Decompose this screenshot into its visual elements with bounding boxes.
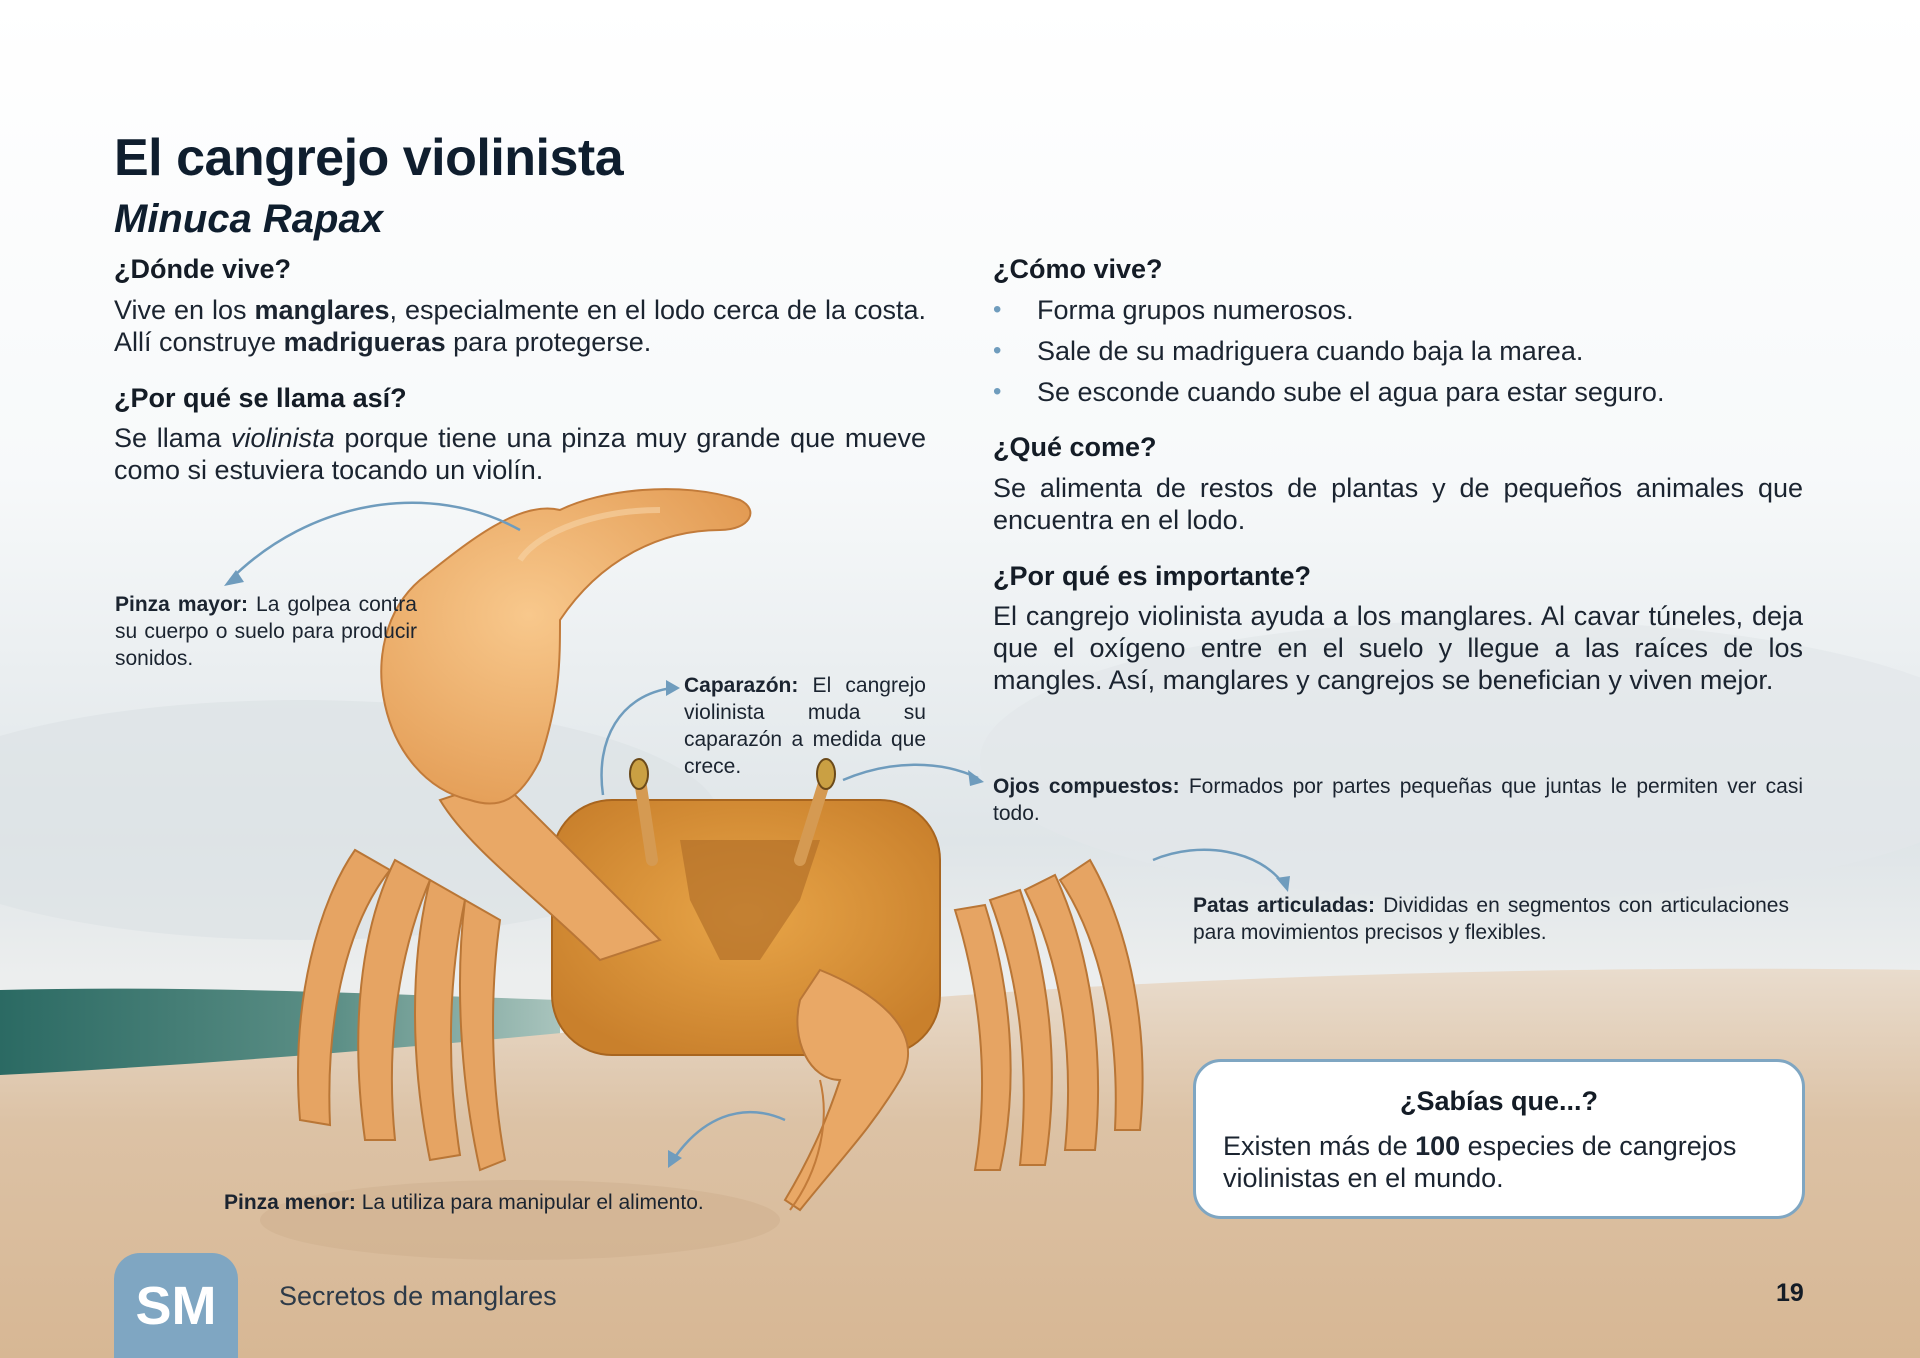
- scientific-name: Minuca Rapax: [114, 197, 383, 241]
- footer-book-title: Secretos de manglares: [279, 1281, 557, 1311]
- list-como-vive: [993, 294, 1803, 417]
- label-patas-articuladas: Patas articuladas: Divididas en segmentos con articulaciones para movimientos precisos y flexibles.: [1193, 894, 1789, 944]
- sabias-que-callout: [1193, 1059, 1805, 1219]
- label-pinza-menor: Pinza menor: La utiliza para manipular el alimento.: [224, 1191, 704, 1214]
- label-ojos-compuestos: Ojos compuestos: Formados por partes pequeñas que juntas le permiten ver casi todo.: [993, 775, 1803, 825]
- label-caparazon: Caparazón: El cangrejo violinista muda su caparazón a medida que crece.: [684, 674, 926, 778]
- list-item: • Forma grupos numerosos.: [993, 294, 1803, 326]
- page-number: 19: [1776, 1279, 1804, 1307]
- text-que-come: Se alimenta de restos de plantas y de pequeños animales que encuentra en el lodo.: [993, 473, 1803, 535]
- page-title: El cangrejo violinista: [114, 129, 624, 187]
- callout-text: Existen más de 100 especies de cangrejos violinistas en el mundo.: [1223, 1131, 1737, 1193]
- heading-importante: ¿Por qué es importante?: [993, 561, 1312, 591]
- text-importante: El cangrejo violinista ayuda a los manglares. Al cavar túneles, deja que el oxígeno entre en el suelo y llegue a las raíces de los mangles. Así, manglares y cangrejos se benefician y viven mejor.: [993, 601, 1803, 695]
- list-item: • Sale de su madriguera cuando baja la marea.: [993, 335, 1803, 367]
- heading-donde-vive: ¿Dónde vive?: [114, 254, 292, 284]
- callout-title: ¿Sabías que...?: [1399, 1086, 1599, 1116]
- heading-que-come: ¿Qué come?: [993, 432, 1157, 462]
- publisher-badge: SM: [114, 1253, 238, 1358]
- text-por-que-nombre: Se llama violinista porque tiene una pinza muy grande que mueve como si estuviera tocando un violín.: [114, 423, 926, 485]
- label-pinza-mayor: Pinza mayor: La golpea contra su cuerpo o suelo para producir sonidos.: [115, 593, 417, 670]
- list-item: • Se esconde cuando sube el agua para estar seguro.: [993, 376, 1803, 408]
- heading-por-que-nombre: ¿Por qué se llama así?: [114, 383, 407, 413]
- text-donde-vive: Vive en los manglares, especialmente en el lodo cerca de la costa. Allí construye madrigueras para protegerse.: [114, 295, 926, 357]
- heading-como-vive: ¿Cómo vive?: [993, 254, 1163, 284]
